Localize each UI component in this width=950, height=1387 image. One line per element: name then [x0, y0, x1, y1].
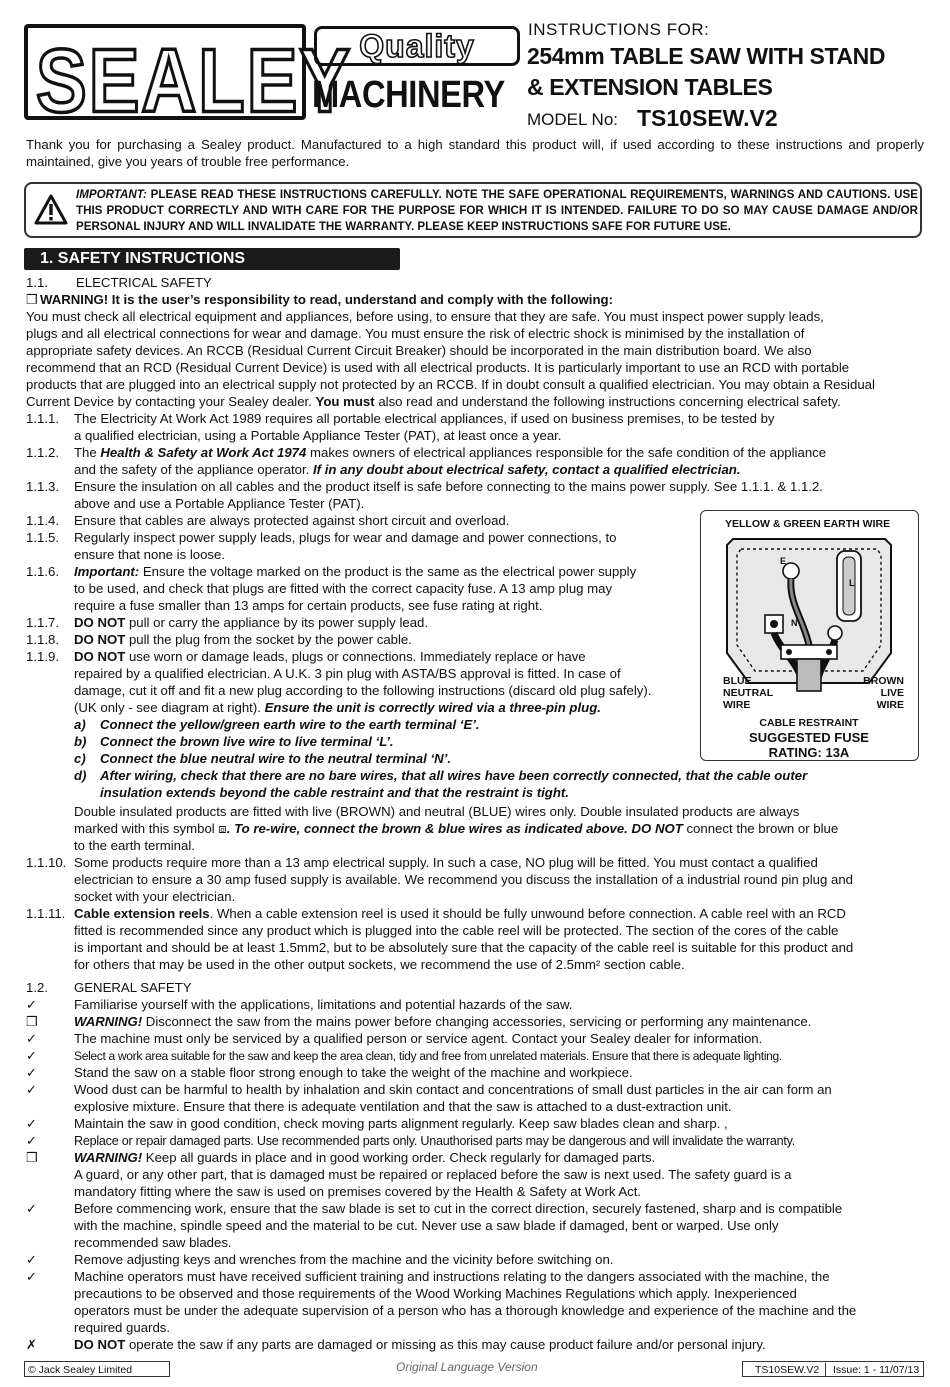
text-part: DO NOT: [74, 632, 126, 647]
item-text: [74, 905, 846, 922]
item-number: 1.1.3.: [26, 479, 59, 494]
item-text: Regularly inspect power supply leads, plugs for wear and damage and power connections, to: [74, 530, 617, 545]
safety-item: mandatory fitting where the saw is used on premises covered by the Health & Safety at Work Act.: [74, 1184, 642, 1199]
safety-item: Familiarise yourself with the applications, limitations and potential hazards of the saw.: [74, 997, 573, 1012]
important-body: PLEASE READ THESE INSTRUCTIONS CAREFULLY. NOTE THE SAFE OPERATIONAL REQUIREMENTS, WARNINGS AND CAUTIONS. USE THIS PRODUCT CORRECTLY AND WITH CARE FOR THE PURPOSE FOR WHICH IT IS INTENDED. FAILURE TO DO SO MAY CAUSE DAMAGE AND/OR PERSONAL INJURY AND WILL INVALIDATE THE WARRANTY. PLEASE KEEP INSTRUCTIONS SAFE FOR FUTURE USE.: [76, 188, 918, 233]
instructions-for: INSTRUCTIONS FOR:: [528, 20, 710, 39]
item-number: 1.1.10.: [26, 855, 67, 870]
check-icon: ✓: [26, 1133, 38, 1148]
para1-line: appropriate safety devices. An RCCB (Residual Current Circuit Breaker) should be incorporated in the main distribution board. We also: [26, 343, 812, 358]
text-part: If in any doubt about electrical safety, contact a qualified electrician.: [313, 462, 741, 477]
check-icon: ✓: [26, 1065, 38, 1080]
text-part: makes owners of electrical appliances responsible for the safe condition of the appliance: [306, 445, 827, 460]
check-icon: ✓: [26, 1201, 38, 1216]
safety-item: Stand the saw on a stable floor strong enough to take the weight of the machine and workpiece.: [74, 1065, 633, 1080]
text-part: Ensure the voltage marked on the product is the same as the electrical power supply: [139, 564, 637, 579]
plug-illustration: [719, 533, 899, 691]
item-text: The Electricity At Work Act 1989 requires all portable electrical appliances, if used on business premises, to be tested by: [74, 411, 775, 426]
model-number: TS10SEW.V2: [637, 105, 778, 131]
blue-wire-label: WIRE: [723, 699, 751, 711]
important-box: [24, 182, 922, 238]
item-text: Some products require more than a 13 amp electrical supply. In such a case, NO plug will be fitted. You must contact a qualified: [74, 855, 818, 870]
text-part: connect the brown or blue: [682, 821, 839, 836]
box-icon: ❒: [26, 1150, 38, 1165]
check-icon: ✓: [26, 1116, 38, 1131]
check-icon: ✓: [26, 1082, 38, 1097]
brown-wire-label: LIVE: [880, 687, 904, 699]
text-part: DO NOT: [74, 1337, 126, 1352]
para1-line: plugs and all electrical connections for wear and damage. You must ensure the risk of electric shock is minimised by the installation of: [26, 326, 805, 341]
fuse-label: SUGGESTED FUSE: [749, 730, 869, 745]
wiring-step: After wiring, check that there are no bare wires, that all wires have been correctly connected, that the cable outer: [100, 768, 808, 783]
text-part: DO NOT: [74, 615, 126, 630]
check-icon: ✓: [26, 1252, 38, 1267]
cable-restraint-label: CABLE RESTRAINT: [759, 717, 859, 729]
safety-item: Replace or repair damaged parts. Use recommended parts only. Unauthorised parts may be dangerous and will invalidate the warranty.: [74, 1134, 795, 1148]
para1-line: You must check all electrical equipment and appliances, before using, to ensure that they are safe. You must inspect power supply leads,: [26, 309, 824, 324]
item-text: ensure that none is loose.: [74, 547, 226, 562]
text-part: and the safety of the appliance operator.: [74, 462, 314, 477]
safety-item: A guard, or any other part, that is damaged must be repaired or replaced before the saw is next used. The safety guard is a: [74, 1167, 792, 1182]
double-insulated-text: [74, 820, 838, 837]
intro-paragraph: Thank you for purchasing a Sealey product. Manufactured to a high standard this product will, if used according to these instructions and properly maintained, give you years of trouble free performance.: [26, 137, 924, 169]
safety-item: Machine operators must have received sufficient training and instructions relating to the dangers associated with the machine, the: [74, 1269, 830, 1284]
para1-line: recommend that an RCD (Residual Current Device) is used with all electrical products. It is particularly important to use an RCD with portable: [26, 360, 850, 375]
text-part: use worn or damage leads, plugs or connections. Immediately replace or have: [125, 649, 586, 664]
item-text: [74, 648, 586, 665]
footer-issue: Issue: 1 - 11/07/13: [833, 1364, 920, 1376]
safety-item: [74, 1149, 655, 1166]
item-text: [74, 614, 428, 631]
check-icon: ✓: [26, 997, 38, 1012]
safety-item: Select a work area suitable for the saw and keep the area clean, tidy and free from unrelated materials. Ensure that there is adequate lighting.: [74, 1049, 782, 1063]
text-part: Disconnect the saw from the mains power before changing accessories, servicing or performing any maintenance.: [142, 1014, 812, 1029]
sealey-logo-text: SEALEY: [36, 31, 353, 132]
sealey-logo: [24, 24, 353, 132]
earth-wire-label: YELLOW & GREEN EARTH WIRE: [725, 518, 891, 530]
double-insulated-text: to the earth terminal.: [74, 838, 195, 853]
check-icon: ✓: [26, 1031, 38, 1046]
text-part: also read and understand the following instructions concerning electrical safety.: [374, 394, 841, 409]
item-text: above and use a Portable Appliance Tester (PAT).: [74, 496, 365, 511]
text-part: . To re-wire, connect the brown & blue wires as indicated above. DO NOT: [226, 821, 683, 836]
safety-item: with the machine, spindle speed and the material to be cut. Never use a saw blade if damaged, bent or warped. Use only: [74, 1218, 779, 1233]
text-part: . When a cable extension reel is used it should be fully unwound before connection. A cable reel with an RCD: [209, 906, 846, 921]
brown-wire-label: BROWN: [863, 675, 904, 687]
safety-item: recommended saw blades.: [74, 1235, 232, 1250]
wiring-step: insulation extends beyond the cable restraint and that the restraint is tight.: [100, 785, 569, 800]
wiring-letter: a): [74, 717, 86, 732]
subsection-number: 1.2.: [26, 980, 48, 995]
item-number: 1.1.1.: [26, 411, 59, 426]
safety-item: explosive mixture. Ensure that there is adequate ventilation and that the saw is attached to a dust-extraction unit.: [74, 1099, 732, 1114]
item-text: fitted is recommended since any product which is plugged into the cable reel will be protected. The section of the cores of the cable: [74, 923, 839, 938]
safety-item: Remove adjusting keys and wrenches from the machine and the vicinity before switching on.: [74, 1252, 614, 1267]
para1-line: [26, 393, 841, 410]
text-part: marked with this symbol: [74, 821, 219, 836]
warning-triangle-icon: [34, 194, 68, 226]
item-text: [74, 563, 636, 580]
product-title-line1: 254mm TABLE SAW WITH STAND: [527, 43, 886, 69]
terminal-n: N: [791, 618, 798, 628]
important-label: IMPORTANT:: [76, 188, 147, 201]
check-icon: ✓: [26, 1269, 38, 1284]
subsection-title: ELECTRICAL SAFETY: [76, 275, 212, 290]
text-part: operate the saw if any parts are damaged or missing as this may cause product failure and/or personal injury.: [125, 1337, 766, 1352]
wiring-letter: b): [74, 734, 87, 749]
item-text: repaired by a qualified electrician. A U.K. 3 pin plug with ASTA/BS approval is fitted. In case of: [74, 666, 621, 681]
footer-copyright: © Jack Sealey Limited: [24, 1361, 170, 1377]
footer-language: Original Language Version: [396, 1360, 538, 1374]
item-text: [74, 699, 601, 716]
item-text: a qualified electrician, using a Portable Appliance Tester (PAT), at least once a year.: [74, 428, 562, 443]
item-text: damage, cut it off and fit a new plug according to the following instructions (discard old plug safely).: [74, 683, 652, 698]
item-text: electrician to ensure a 30 amp fused supply is available. We recommend you discuss the installation of a industrial round pin plug and: [74, 872, 853, 887]
item-text: for others that may be used in the other output sockets, we recommend the use of 2.5mm² section cable.: [74, 957, 685, 972]
item-text: socket with your electrician.: [74, 889, 236, 904]
item-number: 1.1.9.: [26, 649, 59, 664]
double-insulated-text: Double insulated products are fitted with live (BROWN) and neutral (BLUE) wires only. Double insulated products are always: [74, 804, 800, 819]
blue-wire-label: NEUTRAL: [723, 687, 774, 699]
text-part: Important:: [74, 564, 140, 579]
safety-item: Wood dust can be harmful to health by inhalation and skin contact and concentrations of small dust particles in the air can form an: [74, 1082, 832, 1097]
item-number: 1.1.8.: [26, 632, 59, 647]
safety-item: Maintain the saw in good condition, check moving parts alignment regularly. Keep saw blades clean and sharp. ,: [74, 1116, 728, 1131]
item-number: 1.1.11.: [26, 906, 66, 921]
text-part: pull or carry the appliance by its power supply lead.: [125, 615, 429, 630]
footer-divider: [825, 1363, 826, 1376]
item-number: 1.1.2.: [26, 445, 59, 460]
box-icon: ❒: [26, 1014, 38, 1029]
item-text: require a fuse smaller than 13 amps for certain products, see fuse rating at right.: [74, 598, 543, 613]
model-label: MODEL No:: [527, 110, 619, 129]
text-part: WARNING!: [74, 1150, 143, 1165]
text-part: Health & Safety at Work Act 1974: [100, 445, 307, 460]
item-number: 1.1.6.: [26, 564, 59, 579]
text-part: You must: [315, 394, 375, 409]
footer-model-issue: [742, 1361, 924, 1377]
item-text: [74, 631, 412, 648]
product-title-line2: & EXTENSION TABLES: [527, 74, 773, 100]
safety-item: [74, 1013, 811, 1030]
item-text: Ensure that cables are always protected against short circuit and overload.: [74, 513, 510, 528]
item-number: 1.1.4.: [26, 513, 59, 528]
section-title: 1. SAFETY INSTRUCTIONS: [40, 250, 246, 267]
safety-item: operators must be under the adequate supervision of a person who has a thorough knowledge and experience of the machine and the: [74, 1303, 857, 1318]
terminal-l: L: [849, 578, 855, 588]
double-insulated-icon: ⧈: [218, 821, 227, 836]
important-text: [76, 187, 918, 235]
para1-line: products that are plugged into an electrical supply not protected by an RCCB. If in doubt consult a qualified electrician. You may obtain a Residual: [26, 377, 875, 392]
warning-line: WARNING! It is the user’s responsibility to read, understand and comply with the following:: [40, 292, 613, 307]
item-text: is important and should be at least 1.5mm2, but to be absolutely sure that the capacity of the cable reel is suitable for this product and: [74, 940, 854, 955]
safety-item: [74, 1336, 766, 1353]
text-part: The: [74, 445, 101, 460]
check-icon: ✓: [26, 1048, 38, 1063]
item-text: Ensure the insulation on all cables and the product itself is safe before connecting to the mains power supply. See 1.1.1. & 1.1.2.: [74, 479, 823, 494]
safety-item: precautions to be observed and those requirements of the Wood Working Machines Regulations which apply. Inexperienced: [74, 1286, 797, 1301]
machinery-badge: MACHINERY: [312, 74, 505, 116]
wiring-step: Connect the blue neutral wire to the neutral terminal ‘N’.: [100, 751, 451, 766]
footer-model: TS10SEW.V2: [755, 1364, 820, 1376]
text-part: Cable extension reels: [74, 906, 210, 921]
item-text: to be used, and check that plugs are fitted with the correct capacity fuse. A 13 amp plug may: [74, 581, 613, 596]
wiring-letter: d): [74, 768, 87, 783]
fuse-rating: RATING: 13A: [768, 745, 850, 760]
cross-icon: ✗: [26, 1337, 38, 1352]
wiring-step: Connect the brown live wire to live terminal ‘L’.: [100, 734, 394, 749]
item-number: 1.1.7.: [26, 615, 59, 630]
wiring-step: Connect the yellow/green earth wire to the earth terminal ‘E’.: [100, 717, 480, 732]
text-part: DO NOT: [74, 649, 126, 664]
section-header-safety: [24, 248, 400, 270]
text-part: Current Device by contacting your Sealey dealer.: [26, 394, 316, 409]
brown-wire-label: WIRE: [876, 699, 904, 711]
plug-diagram: [700, 510, 919, 761]
text-part: Keep all guards in place and in good working order. Check regularly for damaged parts.: [142, 1150, 656, 1165]
item-number: 1.1.5.: [26, 530, 59, 545]
safety-item: Before commencing work, ensure that the saw blade is set to cut in the correct direction, securely fastened, sharp and is compatible: [74, 1201, 843, 1216]
safety-item: The machine must only be serviced by a qualified person or service agent. Contact your Sealey dealer for information.: [74, 1031, 763, 1046]
subsection-title: GENERAL SAFETY: [74, 980, 192, 995]
terminal-e: E: [780, 556, 787, 566]
text-part: WARNING!: [74, 1014, 143, 1029]
text-part: (UK only - see diagram at right).: [74, 700, 265, 715]
item-text: [74, 461, 741, 478]
wiring-letter: c): [74, 751, 86, 766]
subsection-number: 1.1.: [26, 275, 48, 290]
text-part: pull the plug from the socket by the power cable.: [125, 632, 412, 647]
warning-box-icon: ❒: [26, 292, 38, 307]
quality-badge-text: Quality: [359, 28, 475, 64]
text-part: Ensure the unit is correctly wired via a three-pin plug.: [264, 700, 601, 715]
quality-badge: [314, 26, 520, 66]
item-text: [74, 444, 826, 461]
blue-wire-label: BLUE: [723, 675, 752, 687]
safety-item: required guards.: [74, 1320, 171, 1335]
